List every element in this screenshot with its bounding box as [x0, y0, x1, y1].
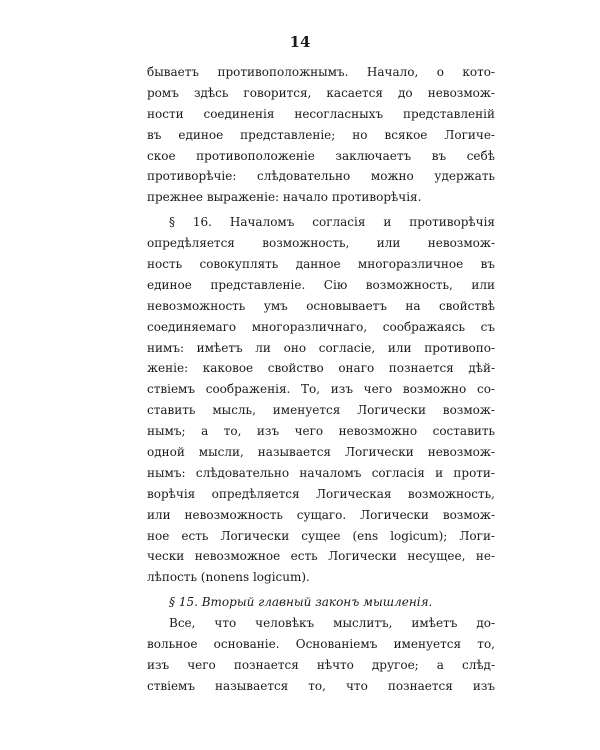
text-line: единое представленіе. Сію возможность, или [147, 277, 495, 292]
text-line: ствіемъ соображенія. То, изъ чего возможно со- [147, 382, 495, 397]
text-line: ромъ здѣсь говорится, касается до невозмож- [147, 85, 495, 100]
section-heading-text: § 15. Вторый главный законъ мышленія. [169, 595, 433, 610]
text-line: соединяемаго многоразличнаго, соображаясь съ [147, 319, 495, 334]
text-line: Все, что человѣкъ мыслитъ, имѣетъ до- [169, 616, 495, 631]
text-line: въ единое представленіе; но всякое Логиче- [147, 127, 495, 142]
section-15-heading [147, 592, 495, 613]
text-line: невозможность умъ основываетъ на свойствѣ [147, 298, 495, 313]
text-line: ности соединенія несогласныхъ представленій [147, 106, 495, 121]
text-line: опредѣляется возможность, или невозмож- [147, 236, 495, 251]
text-line: одной мысли, называется Логически невозмож- [147, 445, 495, 460]
text-line: ность совокуплять данное многоразличное въ [147, 257, 495, 272]
text-line: прежнее выраженіе: начало противорѣчія. [147, 190, 422, 205]
text-line: ствіемъ называется то, что познается изъ [147, 678, 495, 693]
body-text [147, 62, 495, 697]
text-line: лѣпость (nonens logicum). [147, 570, 310, 585]
text-line: бываетъ противоположнымъ. Начало, о кото- [147, 65, 495, 79]
text-line: или невозможность сущаго. Логически возмож- [147, 507, 495, 522]
text-line: ворѣчія опредѣляется Логическая возможность, [147, 486, 495, 501]
text-line: чески невозможное есть Логически несущее, не- [147, 549, 495, 564]
text-line: ставить мысль, именуется Логически возмож- [147, 403, 495, 418]
text-line: нымъ; а то, изъ чего невозможно составить [147, 424, 495, 439]
text-line: ское противоположеніе заключаетъ въ себѣ [147, 148, 495, 163]
text-line: противорѣчіе: слѣдовательно можно удержать [147, 169, 495, 184]
text-line: вольное основаніе. Основаніемъ именуется то, [147, 637, 495, 652]
text-line: изъ чего познается нѣчто другое; а слѣд- [147, 657, 495, 672]
text-line: нимъ: имѣетъ ли оно согласіе, или противопо- [147, 340, 495, 355]
page-number: 14 [289, 33, 311, 51]
text-line: ное есть Логически сущее (ens logicum); Логи- [147, 528, 495, 543]
text-line: женіе: каковое свойство онаго познается дѣй- [147, 361, 495, 376]
text-line: нымъ: слѣдовательно началомъ согласія и проти- [147, 465, 495, 480]
section-16-first-line: § 16. Началомъ согласія и противорѣчія [169, 215, 495, 230]
